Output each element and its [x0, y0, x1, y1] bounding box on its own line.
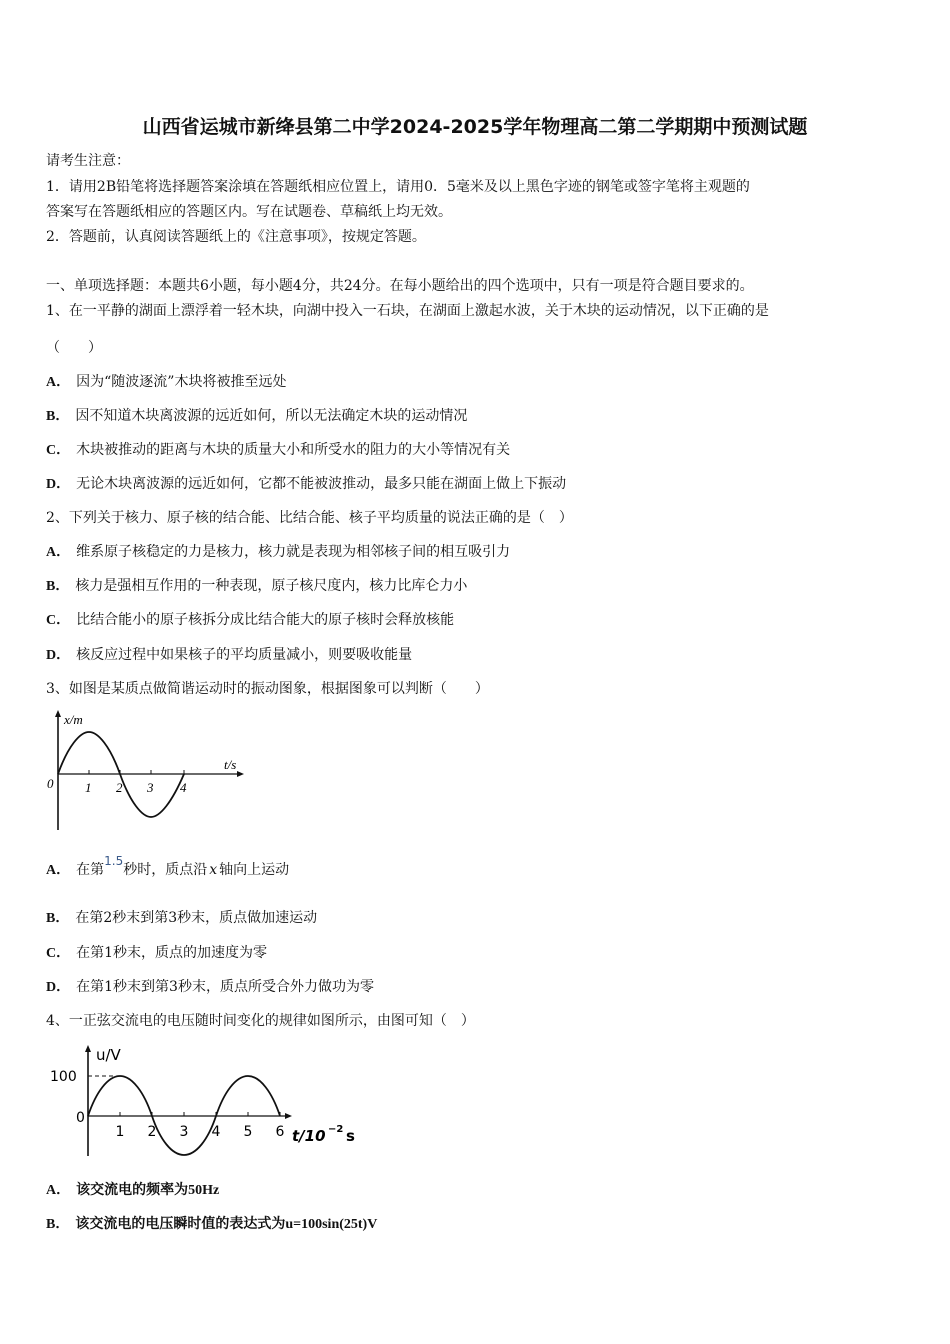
q3-tick-3: 3: [147, 780, 154, 795]
q4-tick-2: 2: [147, 1124, 157, 1140]
q3-origin: 0: [47, 776, 54, 791]
q4-option-a[interactable]: A． 该交流电的频率为50Hz: [46, 1183, 220, 1198]
notice-line-3: 2．答题前，认真阅读答题纸上的《注意事项》，按规定答题。: [46, 229, 426, 245]
q2-stem: 2、下列关于核力、原子核的结合能、比结合能、核子平均质量的说法正确的是（ ）: [46, 510, 573, 526]
q4-tick-4: 4: [211, 1124, 221, 1140]
q2-option-a[interactable]: A． 维系原子核稳定的力是核力，核力就是表现为相邻核子间的相互吸引力: [46, 544, 511, 560]
q1-stem: 1、在一平静的湖面上漂浮着一轻木块，向湖中投入一石块，在湖面上激起水波，关于木块的运动情况，以下正确的是: [46, 303, 769, 319]
q3-option-d[interactable]: D． 在第1秒末到第3秒末，质点所受合外力做功为零: [46, 979, 374, 995]
q4-option-b[interactable]: B． 该交流电的电压瞬时值的表达式为u=100sin(25t)V: [46, 1217, 378, 1232]
q3-stem: 3、如图是某质点做简谐运动时的振动图象，根据图象可以判断（ ）: [46, 681, 489, 697]
q3-tick-4: 4: [180, 780, 187, 795]
q3-vibration-graph: [44, 708, 254, 834]
q3-tick-1: 1: [85, 780, 92, 795]
notice-line-1: 1．请用2B铅笔将选择题答案涂填在答题纸相应位置上，请用0．5毫米及以上黑色字迹的钢笔或签字笔将主观题的: [46, 179, 750, 195]
q1-paren: （ ）: [46, 340, 102, 356]
q4-stem: 4、一正弦交流电的电压随时间变化的规律如图所示，由图可知（ ）: [46, 1013, 475, 1029]
q4-tick-1: 1: [115, 1124, 125, 1140]
q2-option-d[interactable]: D． 核反应过程中如果核子的平均质量减小，则要吸收能量: [46, 647, 413, 663]
q4-tick-5: 5: [243, 1124, 253, 1140]
notice-heading: 请考生注意：: [46, 153, 130, 169]
q3-option-b[interactable]: B． 在第2秒末到第3秒末，质点做加速运动: [46, 910, 318, 926]
q1-option-c[interactable]: C． 木块被推动的距离与木块的质量大小和所受水的阻力的大小等情况有关: [46, 442, 511, 458]
q4-x-exponent: −2: [328, 1124, 344, 1135]
q1-option-a[interactable]: A． 因为“随波逐流”木块将被推至远处: [46, 374, 287, 390]
q2-option-b[interactable]: B． 核力是强相互作用的一种表现，原子核尺度内，核力比库仑力小: [46, 578, 468, 594]
q2-option-c[interactable]: C． 比结合能小的原子核拆分成比结合能大的原子核时会释放核能: [46, 612, 455, 628]
section-heading: 一、单项选择题：本题共6小题，每小题4分，共24分。在每小题给出的四个选项中，只有一项是符合题目要求的。: [46, 278, 754, 294]
q3-option-c[interactable]: C． 在第1秒末，质点的加速度为零: [46, 945, 268, 961]
q1-option-b[interactable]: B． 因不知道木块离波源的远近如何，所以无法确定木块的运动情况: [46, 408, 468, 424]
q4-voltage-graph: [44, 1040, 360, 1162]
q3-y-label: x/m: [64, 712, 83, 727]
q4-origin: 0: [76, 1110, 85, 1126]
page-title: 山西省运城市新绛县第二中学2024-2025学年物理高二第二学期期中预测试题: [142, 116, 808, 138]
q4-x-unit: s: [346, 1127, 355, 1145]
q3-x-label: t/s: [224, 757, 237, 772]
q1-option-d[interactable]: D． 无论木块离波源的远近如何，它都不能被波推动，最多只能在湖面上做上下振动: [46, 476, 567, 492]
q4-tick-6: 6: [275, 1124, 285, 1140]
q3-tick-2: 2: [116, 780, 123, 795]
q3-option-a-value: 1.5: [104, 854, 124, 868]
q3-option-a[interactable]: A． 在第1.5秒时，质点沿 x 轴向上运动: [46, 854, 290, 878]
q4-x-label: t/10: [292, 1127, 326, 1145]
q4-tick-3: 3: [179, 1124, 189, 1140]
q4-y-max: 100: [50, 1069, 77, 1085]
q4-y-label: u/V: [96, 1046, 121, 1064]
notice-line-2: 答案写在答题纸相应的答题区内。写在试题卷、草稿纸上均无效。: [46, 204, 452, 220]
